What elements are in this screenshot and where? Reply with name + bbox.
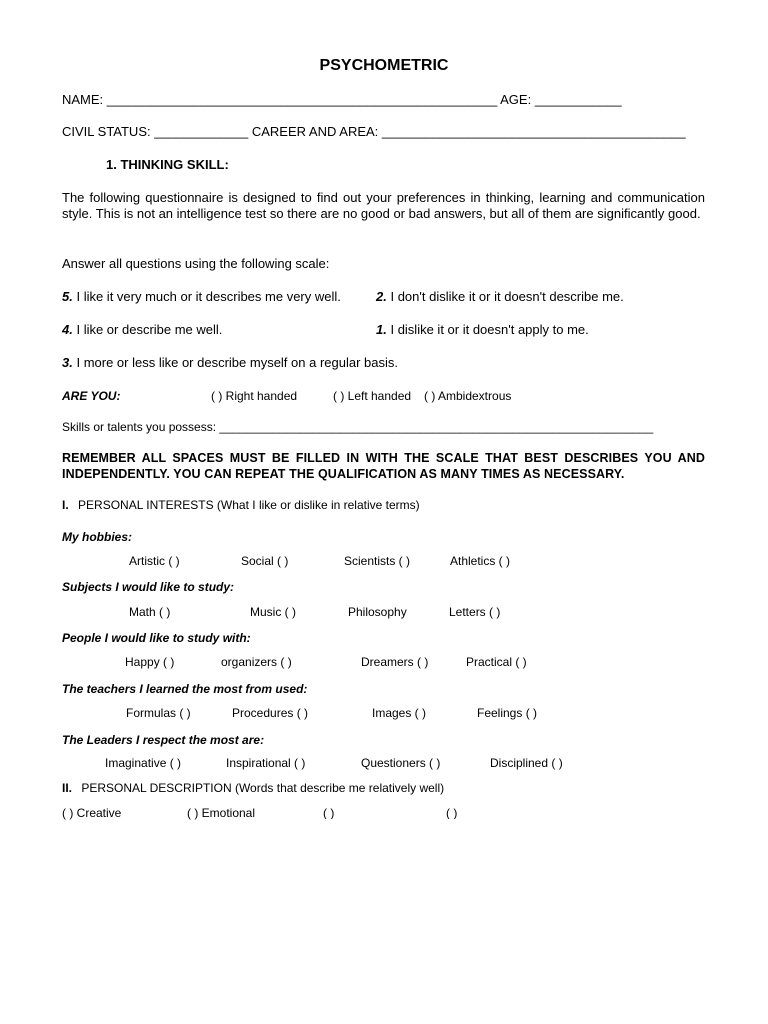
- scale-item-2: [376, 289, 624, 305]
- civil-career-row: [62, 124, 686, 140]
- career-label: CAREER AND AREA:: [251, 124, 379, 139]
- intro-paragraph: The following questionnaire is designed to find out your preferences in thinking, learning and communication style. This is not an intelligence test so there are no good or bad answers, but all of them are significantly good.: [62, 190, 705, 221]
- scale-number: 1.: [376, 322, 387, 337]
- option-feelings[interactable]: Feelings ( ): [477, 706, 538, 720]
- age-label: AGE:: [500, 92, 532, 107]
- scale-text: I like or describe me well.: [76, 322, 223, 337]
- are-you-label: ARE YOU:: [62, 389, 121, 403]
- option-practical[interactable]: Practical ( ): [466, 655, 527, 669]
- people-label: People I would like to study with:: [62, 631, 251, 645]
- name-label: NAME:: [62, 92, 104, 107]
- leaders-label: The Leaders I respect the most are:: [62, 733, 265, 747]
- option-dreamers[interactable]: Dreamers ( ): [361, 655, 429, 669]
- part-two-heading: [62, 780, 444, 796]
- option-cut-off-1[interactable]: ( ): [323, 806, 335, 819]
- option-math[interactable]: Math ( ): [129, 605, 171, 619]
- scale-number: 3.: [62, 355, 73, 370]
- scale-item-1: [376, 322, 589, 338]
- option-artistic[interactable]: Artistic ( ): [129, 554, 180, 568]
- scale-item-3: [62, 355, 398, 371]
- teachers-label: The teachers I learned the most from used:: [62, 682, 308, 696]
- scale-item-5: [62, 289, 341, 305]
- option-athletics[interactable]: Athletics ( ): [450, 554, 511, 568]
- option-philosophy[interactable]: Philosophy: [348, 605, 407, 619]
- name-row: [62, 92, 622, 108]
- scale-item-4: [62, 322, 222, 338]
- hobbies-label: My hobbies:: [62, 530, 133, 544]
- scale-intro: Answer all questions using the following scale:: [62, 256, 330, 271]
- option-procedures[interactable]: Procedures ( ): [232, 706, 309, 720]
- part-title: PERSONAL DESCRIPTION (Words that describe me relatively well): [81, 781, 445, 795]
- part-title: PERSONAL INTERESTS (What I like or dislike in relative terms): [78, 498, 420, 512]
- option-inspirational[interactable]: Inspirational ( ): [226, 756, 306, 770]
- scale-text: I more or less like or describe myself on a regular basis.: [76, 355, 398, 370]
- civil-status-blank[interactable]: _____________: [154, 124, 249, 139]
- scale-text: I dislike it or it doesn't apply to me.: [390, 322, 589, 337]
- option-left-handed[interactable]: ( ) Left handed: [333, 389, 412, 403]
- option-social[interactable]: Social ( ): [241, 554, 289, 568]
- option-cut-off-2[interactable]: ( ): [446, 806, 458, 819]
- option-music[interactable]: Music ( ): [250, 605, 296, 619]
- part-one-heading: [62, 497, 420, 513]
- career-blank[interactable]: __________________________________________: [381, 124, 686, 139]
- section-heading-thinking-skill: 1. THINKING SKILL:: [106, 157, 229, 172]
- document-title: PSYCHOMETRIC: [319, 57, 449, 74]
- option-formulas[interactable]: Formulas ( ): [126, 706, 191, 720]
- option-happy[interactable]: Happy ( ): [125, 655, 175, 669]
- option-creative[interactable]: ( ) Creative: [62, 806, 122, 820]
- skills-label: Skills or talents you possess:: [62, 420, 217, 434]
- remember-notice: REMEMBER ALL SPACES MUST BE FILLED IN WITH THE SCALE THAT BEST DESCRIBES YOU AND INDEPENDENTLY. YOU CAN REPEAT THE QUALIFICATION AS MANY TIMES AS NECESSARY.: [62, 451, 705, 481]
- scale-text: I don't dislike it or it doesn't describe me.: [390, 289, 624, 304]
- scale-text: I like it very much or it describes me very well.: [76, 289, 341, 304]
- option-scientists[interactable]: Scientists ( ): [344, 554, 411, 568]
- part-number: II.: [62, 781, 73, 795]
- option-ambidextrous[interactable]: ( ) Ambidextrous: [424, 389, 512, 403]
- skills-row: [62, 419, 653, 435]
- option-emotional[interactable]: ( ) Emotional: [187, 806, 256, 820]
- subjects-label: Subjects I would like to study:: [62, 580, 235, 594]
- scale-number: 2.: [376, 289, 387, 304]
- skills-blank[interactable]: _________________________________________________________________: [219, 420, 654, 434]
- part-number: I.: [62, 498, 69, 512]
- option-images[interactable]: Images ( ): [372, 706, 427, 720]
- name-blank[interactable]: ______________________________________________________: [106, 92, 498, 107]
- option-imaginative[interactable]: Imaginative ( ): [105, 756, 182, 770]
- option-right-handed[interactable]: ( ) Right handed: [211, 389, 298, 403]
- option-letters[interactable]: Letters ( ): [449, 605, 501, 619]
- scale-number: 5.: [62, 289, 73, 304]
- scale-number: 4.: [62, 322, 73, 337]
- option-disciplined[interactable]: Disciplined ( ): [490, 756, 563, 770]
- option-organizers[interactable]: organizers ( ): [221, 655, 292, 669]
- option-questioners[interactable]: Questioners ( ): [361, 756, 441, 770]
- civil-status-label: CIVIL STATUS:: [62, 124, 151, 139]
- age-blank[interactable]: ____________: [534, 92, 622, 107]
